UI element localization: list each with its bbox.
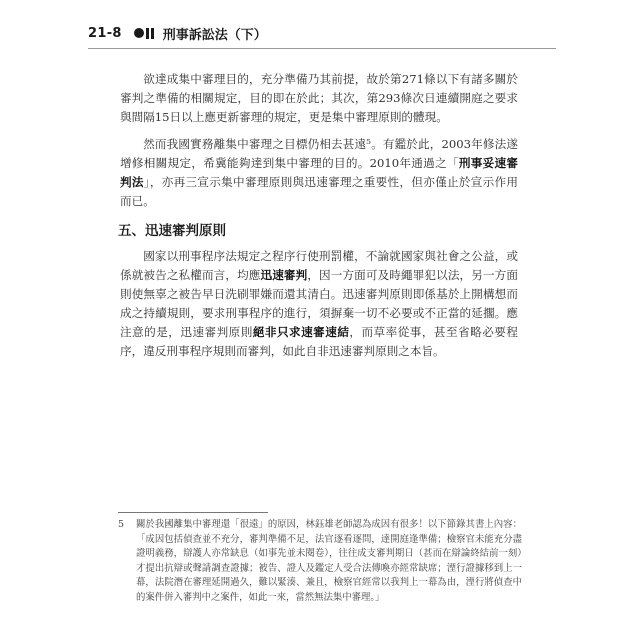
body-paragraph — [120, 70, 518, 127]
text-run: ，因一方面可及時繩罪犯以法，另一方面則使無辜之被告早日洗刷罪嫌而還其清白。迅速審判原則即係基於上開構想而成之持續規則，要求刑事程序的進行，須摒棄一切不必要或不正當的延擱。應注意的是，迅速審判原則 — [120, 268, 518, 339]
marker-dot-icon — [134, 28, 144, 38]
main-text — [120, 70, 518, 369]
footnote — [118, 518, 522, 606]
section-marker-icon — [134, 28, 154, 39]
book-title: 刑事訴訟法（下） — [162, 27, 267, 43]
emphasized-term: 迅速審判 — [260, 268, 308, 282]
text-run: 然而我國實務離集中審理之目標仍相去甚遠⁵。有鑑於此，2003年修法遂增修相關規定，希冀能夠達到集中審理的目的。2010年通過之「 — [120, 137, 518, 170]
text-run: 」，亦再三宣示集中審理原則與迅速審理之重要性，但亦僅止於宣示作用而已。 — [120, 175, 518, 208]
marker-bar-icon — [151, 28, 154, 39]
footnote-mark: 5 — [118, 519, 124, 530]
text-run: 國家以刑事程序法規定之程序行使刑罰權，不論就國家與社會之公益，或係就被告之私權而言，均應 — [120, 249, 518, 282]
body-paragraph — [120, 247, 518, 361]
emphasized-term: 刑事妥速審判法 — [120, 156, 518, 189]
emphasized-term: 絕非只求速審速結 — [252, 325, 350, 339]
text-run: ，而草率從事，甚至省略必要程序，違反刑事程序規則而審判，如此自非迅速審判原則之本旨。 — [120, 325, 518, 358]
section-heading: 五、迅速審判原則 — [118, 223, 226, 239]
marker-bar-icon — [146, 28, 149, 39]
header-rule — [88, 48, 556, 49]
running-header — [88, 24, 267, 42]
page-number: 21-8 — [88, 25, 122, 41]
footnote-rule — [118, 512, 268, 513]
body-paragraph — [120, 135, 518, 211]
footnote-text: 關於我國離集中審理還「很遠」的原因，林鈺雄老師認為成因有很多！以下節錄其書上內容：「成因包括偵查並不充分，審判準備不足，法官逐看逐問，達開庭逢準備；檢察官未能充分盡證明義務，辯護人亦常缺息（如事先並未閱卷），往往成支審判期日（甚而在辯論終結前一刻）才提出抗辯或聲請調查證據；被告、證人及鑑定人受合法傳喚亦經常缺席；湮行證據移到上一幕，法院潛在審理延開過久，難以緊湊、兼且，檢察官經常以我判上一幕為由，湮行將偵查中的案件併入審判中之案件，如此一來，當然無法集中審理。」 — [136, 519, 522, 603]
text-run: 欲達成集中審理目的，充分準備乃其前提，故於第271條以下有諸多關於審判之準備的相關規定，目的即在於此；其次，第293條次日連續開庭之要求與間隔15日以上應更新審理的規定，更是集中審理原則的體現。 — [120, 72, 518, 124]
